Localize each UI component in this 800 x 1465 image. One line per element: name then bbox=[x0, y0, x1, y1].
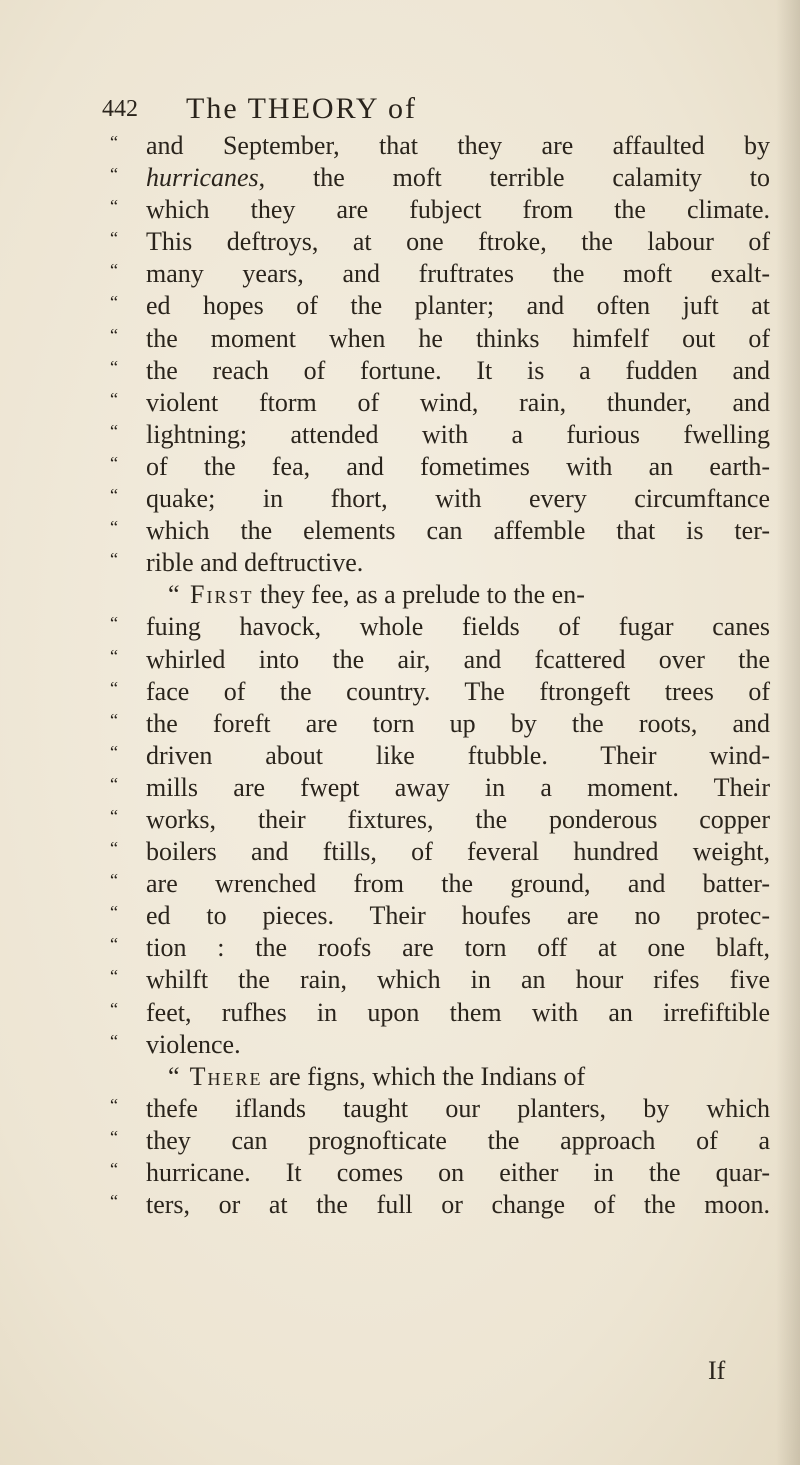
quote-mark: “ bbox=[110, 356, 118, 377]
quote-mark: “ bbox=[110, 1126, 118, 1147]
line-text bbox=[146, 1125, 770, 1157]
text-line bbox=[110, 1125, 770, 1157]
quote-mark: “ bbox=[110, 902, 118, 923]
quote-mark: “ bbox=[110, 388, 118, 409]
quote-mark: “ bbox=[110, 741, 118, 762]
quote-mark: “ bbox=[110, 1159, 118, 1179]
line-text bbox=[146, 868, 770, 900]
text-line bbox=[110, 451, 770, 483]
text-line bbox=[110, 772, 770, 804]
text-line bbox=[110, 644, 770, 676]
line-segment: which they are fubject from the climate. bbox=[146, 195, 770, 225]
line-segment: violence. bbox=[146, 1029, 241, 1059]
line-segment: thefe iflands taught our planters, by which bbox=[146, 1093, 770, 1123]
line-segment: fuing havock, whole fields of fugar canes bbox=[146, 612, 770, 642]
line-text bbox=[146, 676, 770, 708]
line-segment: boilers and ftills, of feveral hundred weight, bbox=[146, 837, 770, 867]
text-line bbox=[110, 997, 770, 1029]
text-line bbox=[110, 515, 770, 547]
line-segment: of the fea, and fometimes with an earth- bbox=[146, 451, 770, 481]
quote-mark: “ bbox=[110, 324, 118, 345]
text-line bbox=[110, 547, 770, 579]
running-head: The THEORY of bbox=[186, 92, 417, 125]
line-segment: ed hopes of the planter; and often juft at bbox=[146, 291, 770, 321]
text-line bbox=[110, 900, 770, 932]
quote-mark: “ bbox=[110, 645, 118, 666]
line-segment: which the elements can affemble that is ter- bbox=[146, 516, 770, 546]
quote-mark: “ bbox=[110, 838, 118, 859]
line-text bbox=[146, 644, 770, 676]
line-text bbox=[146, 1189, 770, 1221]
text-line bbox=[110, 579, 770, 611]
quote-mark: “ bbox=[110, 1191, 118, 1212]
text-line bbox=[110, 290, 770, 322]
text-line bbox=[110, 964, 770, 996]
text-line bbox=[110, 611, 770, 643]
line-text bbox=[146, 226, 770, 258]
text-line bbox=[110, 868, 770, 900]
line-text bbox=[146, 964, 770, 996]
paragraph-lead: “ There bbox=[168, 1061, 263, 1091]
quote-mark: “ bbox=[110, 613, 118, 634]
text-line bbox=[110, 387, 770, 419]
line-segment: lightning; attended with a furious fwelling bbox=[146, 419, 770, 449]
line-segment: mills are fwept away in a moment. Their bbox=[146, 772, 770, 802]
line-segment: whirled into the air, and fcattered over the bbox=[146, 644, 770, 674]
line-segment: ters, or at the full or change of the moon. bbox=[146, 1190, 770, 1220]
line-segment: and September, that they are affaulted by bbox=[146, 131, 770, 160]
text-line bbox=[110, 194, 770, 226]
line-text bbox=[146, 836, 770, 868]
line-segment: the reach of fortune. It is a fudden and bbox=[146, 355, 770, 385]
line-text bbox=[146, 611, 770, 643]
line-segment: they can prognofticate the approach of a bbox=[146, 1125, 770, 1155]
text-line bbox=[110, 1029, 770, 1061]
line-segment: are wrenched from the ground, and batter- bbox=[146, 869, 770, 899]
catchword: If bbox=[708, 1356, 726, 1385]
line-text bbox=[146, 419, 770, 451]
line-text bbox=[146, 932, 770, 964]
text-line bbox=[110, 836, 770, 868]
line-segment: whilft the rain, which in an hour rifes five bbox=[146, 965, 770, 995]
quote-mark: “ bbox=[110, 677, 118, 698]
line-segment: ed to pieces. Their houfes are no protec- bbox=[146, 901, 770, 931]
quote-mark: “ bbox=[110, 485, 118, 506]
line-text bbox=[146, 355, 770, 387]
quote-mark: “ bbox=[110, 1094, 118, 1115]
quote-mark: “ bbox=[110, 870, 118, 891]
text-line bbox=[110, 226, 770, 258]
text-line bbox=[110, 804, 770, 836]
line-text bbox=[146, 997, 770, 1029]
page-header bbox=[102, 92, 742, 132]
line-text bbox=[146, 1157, 770, 1189]
line-text bbox=[146, 258, 770, 290]
line-segment: quake; in fhort, with every circumftance bbox=[146, 484, 770, 514]
line-text bbox=[146, 387, 770, 419]
quote-mark: “ bbox=[110, 998, 118, 1019]
text-line bbox=[110, 708, 770, 740]
quote-mark: “ bbox=[110, 228, 118, 249]
quote-mark: “ bbox=[110, 517, 118, 538]
text-line bbox=[110, 162, 770, 194]
text-line bbox=[110, 323, 770, 355]
line-segment: are figns, which the Indians of bbox=[262, 1061, 586, 1091]
line-text bbox=[146, 194, 770, 226]
paragraph-lead: “ First bbox=[168, 580, 254, 610]
line-segment: driven about like ftubble. Their wind- bbox=[146, 740, 770, 770]
quote-mark: “ bbox=[110, 966, 118, 987]
line-segment: works, their fixtures, the ponderous copper bbox=[146, 804, 770, 834]
line-text bbox=[168, 1061, 770, 1093]
line-text bbox=[146, 451, 770, 483]
line-text bbox=[146, 1029, 770, 1061]
line-text bbox=[146, 162, 770, 194]
line-text bbox=[146, 740, 770, 772]
line-text bbox=[146, 772, 770, 804]
page-number: 442 bbox=[102, 96, 138, 122]
quote-mark: “ bbox=[110, 773, 118, 794]
quote-mark: “ bbox=[110, 1030, 118, 1051]
line-segment: they fee, as a prelude to the en- bbox=[253, 580, 585, 610]
line-segment: the foreft are torn up by the roots, and bbox=[146, 708, 770, 738]
line-segment: , the moft terrible calamity to bbox=[258, 163, 770, 193]
text-line bbox=[110, 740, 770, 772]
line-segment: This deftroys, at one ftroke, the labour of bbox=[146, 227, 770, 257]
italic-word: hurricanes bbox=[146, 163, 259, 193]
text-line bbox=[110, 1093, 770, 1125]
line-text bbox=[146, 804, 770, 836]
quote-mark: “ bbox=[110, 420, 118, 441]
line-text bbox=[146, 1093, 770, 1125]
quote-mark: “ bbox=[110, 805, 118, 826]
line-text bbox=[146, 708, 770, 740]
quote-mark: “ bbox=[110, 292, 118, 313]
quote-mark: “ bbox=[110, 260, 118, 281]
text-line bbox=[110, 419, 770, 451]
line-text bbox=[168, 579, 770, 611]
line-segment: feet, rufhes in upon them with an irrefiftible bbox=[146, 997, 770, 1027]
quote-mark: “ bbox=[110, 549, 118, 570]
text-line bbox=[110, 130, 770, 162]
quote-mark: “ bbox=[110, 709, 118, 730]
text-line bbox=[110, 1189, 770, 1221]
quote-mark: “ bbox=[110, 132, 118, 152]
line-segment: face of the country. The ftrongeft trees of bbox=[146, 676, 770, 706]
line-segment: violent ftorm of wind, rain, thunder, and bbox=[146, 387, 770, 417]
text-line bbox=[110, 258, 770, 290]
line-text bbox=[146, 900, 770, 932]
line-segment: many years, and fruftrates the moft exalt- bbox=[146, 259, 770, 289]
line-text bbox=[146, 130, 770, 162]
quote-mark: “ bbox=[110, 164, 118, 185]
line-text bbox=[146, 290, 770, 322]
text-line bbox=[110, 676, 770, 708]
body-text bbox=[110, 130, 770, 1221]
page-edge-shadow bbox=[776, 0, 800, 1465]
text-line bbox=[110, 483, 770, 515]
line-text bbox=[146, 515, 770, 547]
text-line bbox=[110, 1061, 770, 1093]
line-text bbox=[146, 483, 770, 515]
line-text bbox=[146, 547, 770, 579]
line-segment: hurricane. It comes on either in the quar- bbox=[146, 1158, 770, 1187]
quote-mark: “ bbox=[110, 452, 118, 473]
text-line bbox=[110, 932, 770, 964]
quote-mark: “ bbox=[110, 934, 118, 955]
line-text bbox=[146, 323, 770, 355]
line-segment: tion : the roofs are torn off at one blaft, bbox=[146, 933, 770, 963]
text-line bbox=[110, 1157, 770, 1189]
line-segment: rible and deftructive. bbox=[146, 548, 364, 578]
text-line bbox=[110, 355, 770, 387]
line-segment: the moment when he thinks himfelf out of bbox=[146, 323, 770, 353]
quote-mark: “ bbox=[110, 196, 118, 217]
